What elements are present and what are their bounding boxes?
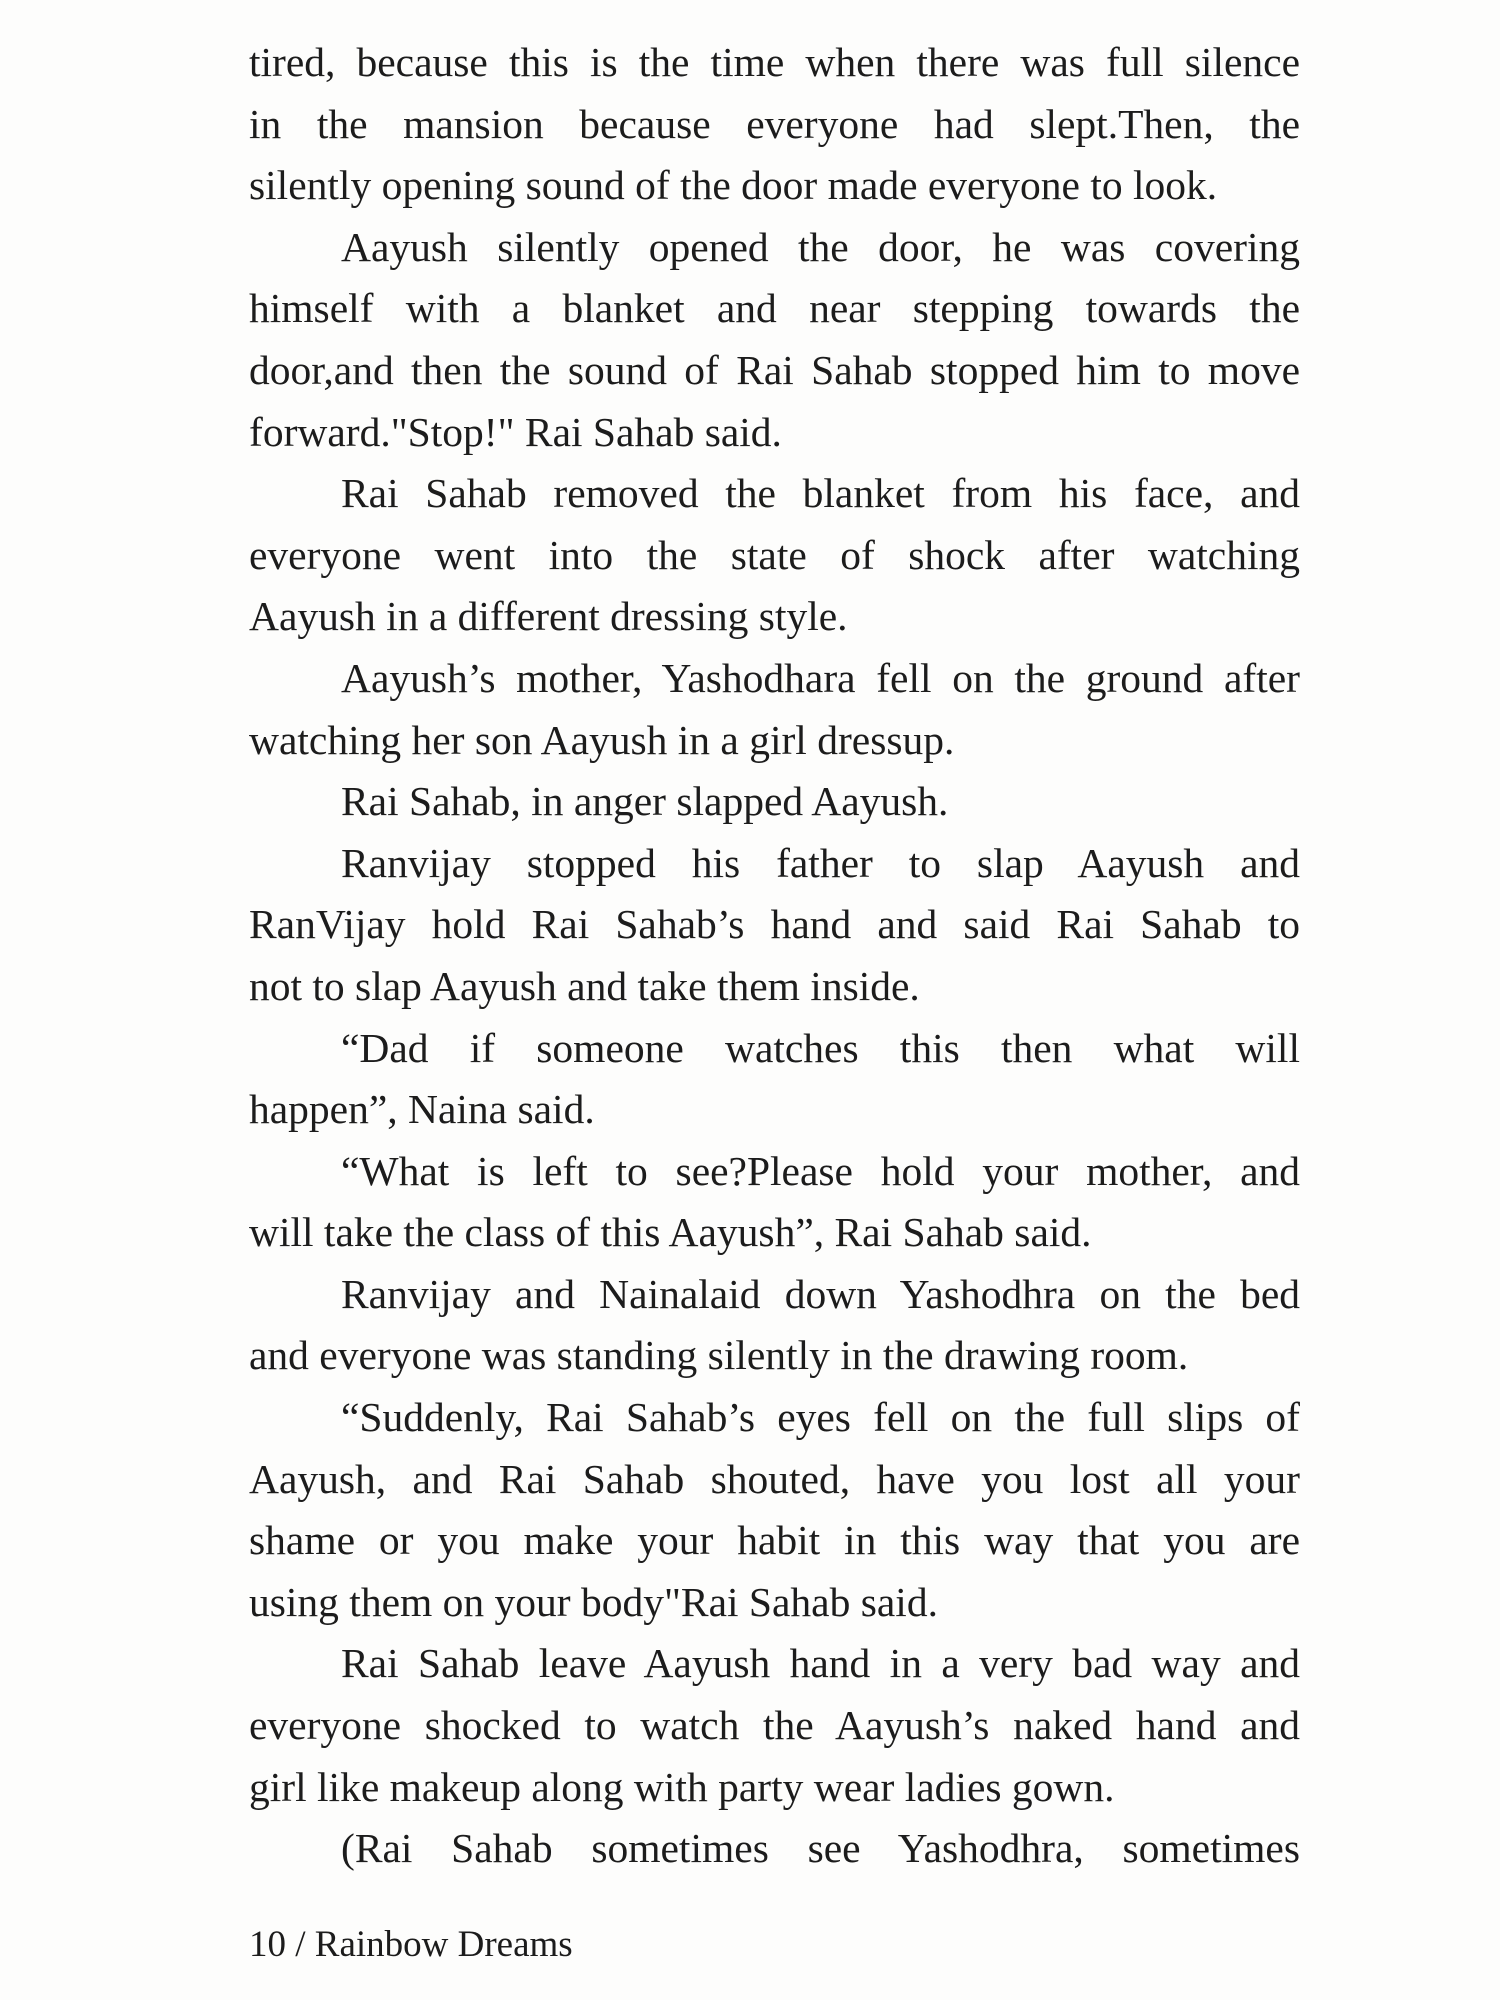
text-line: Aayush’s mother, Yashodhara fell on the ground after [341, 654, 1300, 701]
text-line: “Suddenly, Rai Sahab’s eyes fell on the full slips of [341, 1394, 1300, 1441]
text-line: everyone went into the state of shock after watching [249, 531, 1300, 578]
text-line: tired, because this is the time when there was full silence [249, 39, 1300, 85]
text-line: Rai Sahab removed the blanket from his face, and [341, 470, 1300, 517]
text-line: Aayush, and Rai Sahab shouted, have you lost all your [249, 1455, 1300, 1502]
body-text [249, 32, 1300, 1880]
text-line: (Rai Sahab sometimes see Yashodhra, sometimes [341, 1825, 1300, 1872]
text-line: himself with a blanket and near stepping towards the [249, 285, 1300, 332]
text-line: RanVijay hold Rai Sahab’s hand and said Rai Sahab to [249, 901, 1300, 948]
text-line: silently opening sound of the door made everyone to look. [249, 162, 1218, 209]
text-line: will take the class of this Aayush”, Rai Sahab said. [249, 1209, 1092, 1256]
text-line: shame or you make your habit in this way that you are [249, 1517, 1300, 1564]
text-line: using them on your body"Rai Sahab said. [249, 1578, 938, 1625]
text-line: and everyone was standing silently in the drawing room. [249, 1332, 1189, 1379]
text-line: Ranvijay and Nainalaid down Yashodhra on the bed [341, 1270, 1300, 1317]
text-line: Ranvijay stopped his father to slap Aayush and [341, 839, 1300, 886]
text-line: Rai Sahab, in anger slapped Aayush. [341, 778, 949, 825]
page-footer: 10 / Rainbow Dreams [249, 1924, 573, 1965]
text-line: Aayush in a different dressing style. [249, 593, 848, 640]
text-line: forward."Stop!" Rai Sahab said. [249, 408, 782, 455]
text-line: happen”, Naina said. [249, 1086, 595, 1133]
text-line: not to slap Aayush and take them inside. [249, 962, 920, 1009]
text-line: “What is left to see?Please hold your mother, and [341, 1147, 1300, 1194]
text-line: watching her son Aayush in a girl dressup. [249, 716, 955, 763]
text-line: Aayush silently opened the door, he was covering [341, 223, 1300, 270]
text-line: girl like makeup along with party wear ladies gown. [249, 1763, 1115, 1810]
text-line: in the mansion because everyone had slept.Then, the [249, 100, 1300, 147]
text-line: door,and then the sound of Rai Sahab stopped him to move [249, 346, 1300, 393]
text-line: Rai Sahab leave Aayush hand in a very bad way and [341, 1640, 1300, 1687]
text-line: everyone shocked to watch the Aayush’s naked hand and [249, 1702, 1300, 1749]
text-line: “Dad if someone watches this then what will [341, 1024, 1300, 1071]
